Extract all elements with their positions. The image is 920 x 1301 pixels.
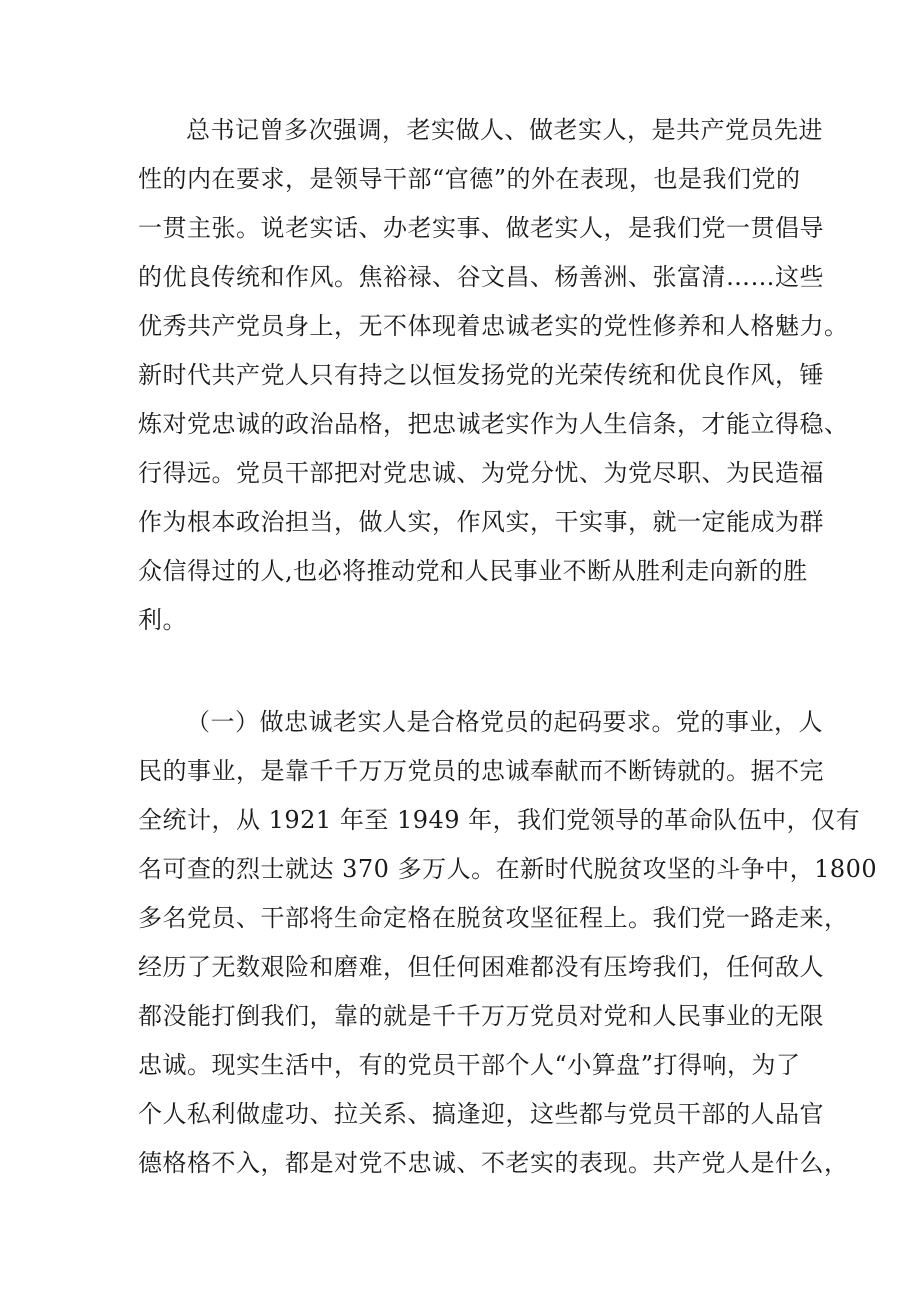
text-line: 忠诚。现实生活中，有的党员干部个人“小算盘”打得响，为了 [138,1051,801,1079]
text-line: 优秀共产党员身上，无不体现着忠诚老实的党性修养和人格魅力。 [138,312,849,340]
text-line: 全统计，从 1921 年至 1949 年，我们党领导的革命队伍中，仅有 [138,806,861,834]
text-line: 的优良传统和作风。焦裕禄、谷文昌、杨善洲、张富清……这些 [138,263,824,291]
text-line: 行得远。党员干部把对党忠诚、为党分忧、为党尽职、为民造福 [138,459,824,487]
text-line: 炼对党忠诚的政治品格，把忠诚老实作为人生信条，才能立得稳、 [138,410,849,438]
text-line: 经历了无数艰险和磨难，但任何困难都没有压垮我们，任何敌人 [138,953,824,981]
text-line: 新时代共产党人只有持之以恒发扬党的光荣传统和优良作风，锤 [138,361,824,389]
text-line: （一）做忠诚老实人是合格党员的起码要求。党的事业，人 [186,708,823,736]
text-line: 德格格不入，都是对党不忠诚、不老实的表现。共产党人是什么， [138,1149,849,1177]
text-line: 一贯主张。说老实话、办老实事、做老实人，是我们党一贯倡导 [138,214,824,242]
text-line: 利。 [138,606,187,634]
text-line: 总书记曾多次强调，老实做人、做老实人，是共产党员先进 [186,116,823,144]
text-line: 多名党员、干部将生命定格在脱贫攻坚征程上。我们党一路走来， [138,904,849,932]
text-line: 性的内在要求，是领导干部“官德”的外在表现，也是我们党的 [138,165,801,193]
text-line: 民的事业，是靠千千万万党员的忠诚奉献而不断铸就的。据不完 [138,757,824,785]
text-line: 作为根本政治担当，做人实，作风实，干实事，就一定能成为群 [138,508,824,536]
text-line: 众信得过的人,也必将推动党和人民事业不断从胜利走向新的胜 [138,557,808,585]
text-line: 名可查的烈士就达 370 多万人。在新时代脱贫攻坚的斗争中，1800 [138,855,878,883]
text-line: 都没能打倒我们，靠的就是千千万万党员对党和人民事业的无限 [138,1002,824,1030]
text-line: 个人私利做虚功、拉关系、搞逢迎，这些都与党员干部的人品官 [138,1100,824,1128]
